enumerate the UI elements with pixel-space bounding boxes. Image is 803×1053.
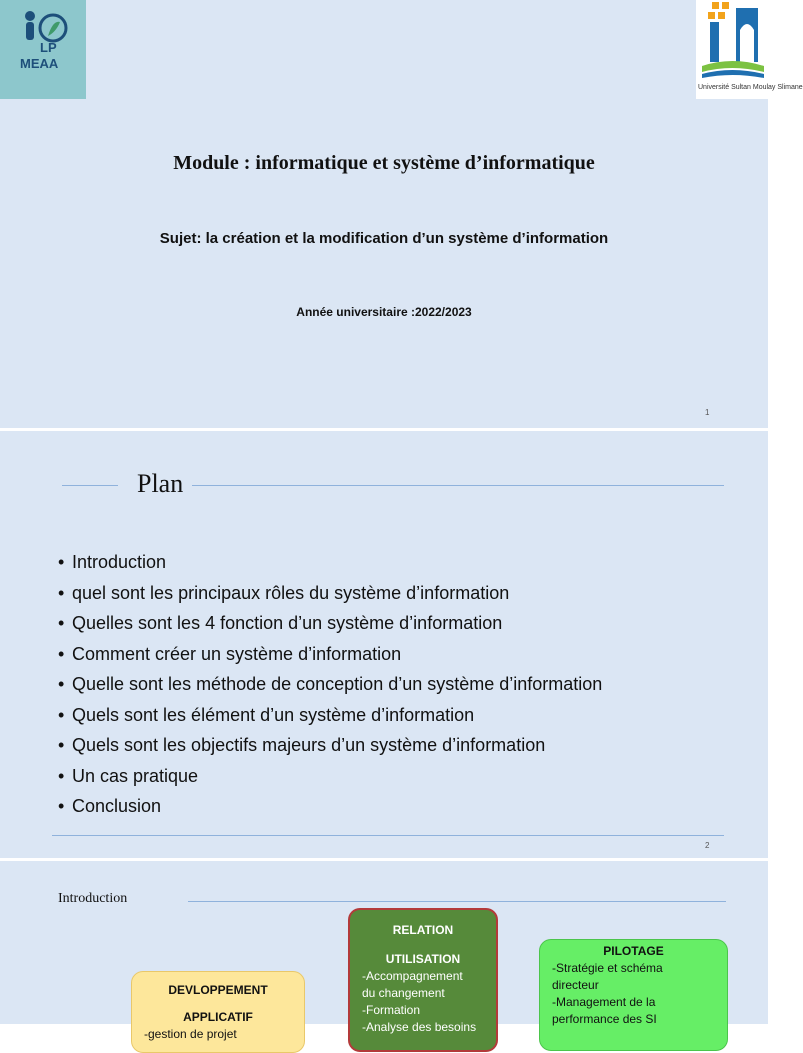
plan-item: • Quelle sont les méthode de conception d’un système d’information xyxy=(58,674,603,694)
title-rule-right xyxy=(192,485,724,486)
plan-title: Plan xyxy=(137,469,184,498)
plan-item: • Un cas pratique xyxy=(58,765,199,786)
academic-year: Année universitaire :2022/2023 xyxy=(296,305,472,319)
box-heading: UTILISATION xyxy=(385,952,461,966)
page-number: 2 xyxy=(705,841,710,850)
logo-lp-text: LP xyxy=(40,40,57,55)
introduction-title: Introduction xyxy=(58,891,128,906)
box-item: du changement xyxy=(362,986,445,1000)
slide-2-plan xyxy=(0,431,768,858)
university-emblem-icon xyxy=(696,0,768,84)
box-item: -Management de la xyxy=(552,995,656,1009)
title-rule-left xyxy=(62,485,118,486)
page-number: 1 xyxy=(705,408,710,417)
plan-item: • Conclusion xyxy=(58,796,162,816)
slide-1-title xyxy=(0,0,803,428)
box-heading: DEVLOPPEMENT xyxy=(168,983,268,997)
relation-utilisation-box xyxy=(348,908,498,1052)
university-logo-caption: Université Sultan Moulay Slimane xyxy=(698,84,803,91)
plan-item: • Comment créer un système d’information xyxy=(58,643,402,664)
pilotage-box xyxy=(539,939,728,1051)
bottom-rule xyxy=(52,835,724,836)
slide-3-introduction xyxy=(0,861,768,1041)
logo-meaa-text: MEAA xyxy=(20,56,59,71)
university-logo xyxy=(696,0,803,99)
developpement-applicatif-box xyxy=(131,971,305,1053)
box-item: performance des SI xyxy=(552,1012,657,1026)
box-item: -Accompagnement xyxy=(362,969,463,983)
plan-item: • Quelles sont les 4 fonction d’un système d’information xyxy=(58,613,503,633)
box-heading: APPLICATIF xyxy=(183,1010,253,1024)
plan-item: • quel sont les principaux rôles du système d’information xyxy=(58,582,510,603)
module-title: Module : informatique et système d’informatique xyxy=(173,152,595,174)
plan-item: • Quels sont les objectifs majeurs d’un système d’information xyxy=(58,735,546,755)
box-item: -gestion de projet xyxy=(144,1027,237,1041)
plan-item: • Quels sont les élément d’un système d’information xyxy=(58,704,475,725)
box-item: -Analyse des besoins xyxy=(362,1020,477,1034)
plan-item: • Introduction xyxy=(58,552,167,572)
subject-line: Sujet: la création et la modification d’un système d’information xyxy=(159,230,609,247)
box-heading: RELATION xyxy=(392,923,454,937)
lp-meaa-logo xyxy=(0,0,86,99)
box-item: -Formation xyxy=(362,1003,421,1017)
box-heading: PILOTAGE xyxy=(603,944,664,958)
box-item: -Stratégie et schéma xyxy=(552,961,663,975)
plan-list xyxy=(58,549,602,824)
box-item: directeur xyxy=(552,978,599,992)
title-rule xyxy=(188,901,726,902)
